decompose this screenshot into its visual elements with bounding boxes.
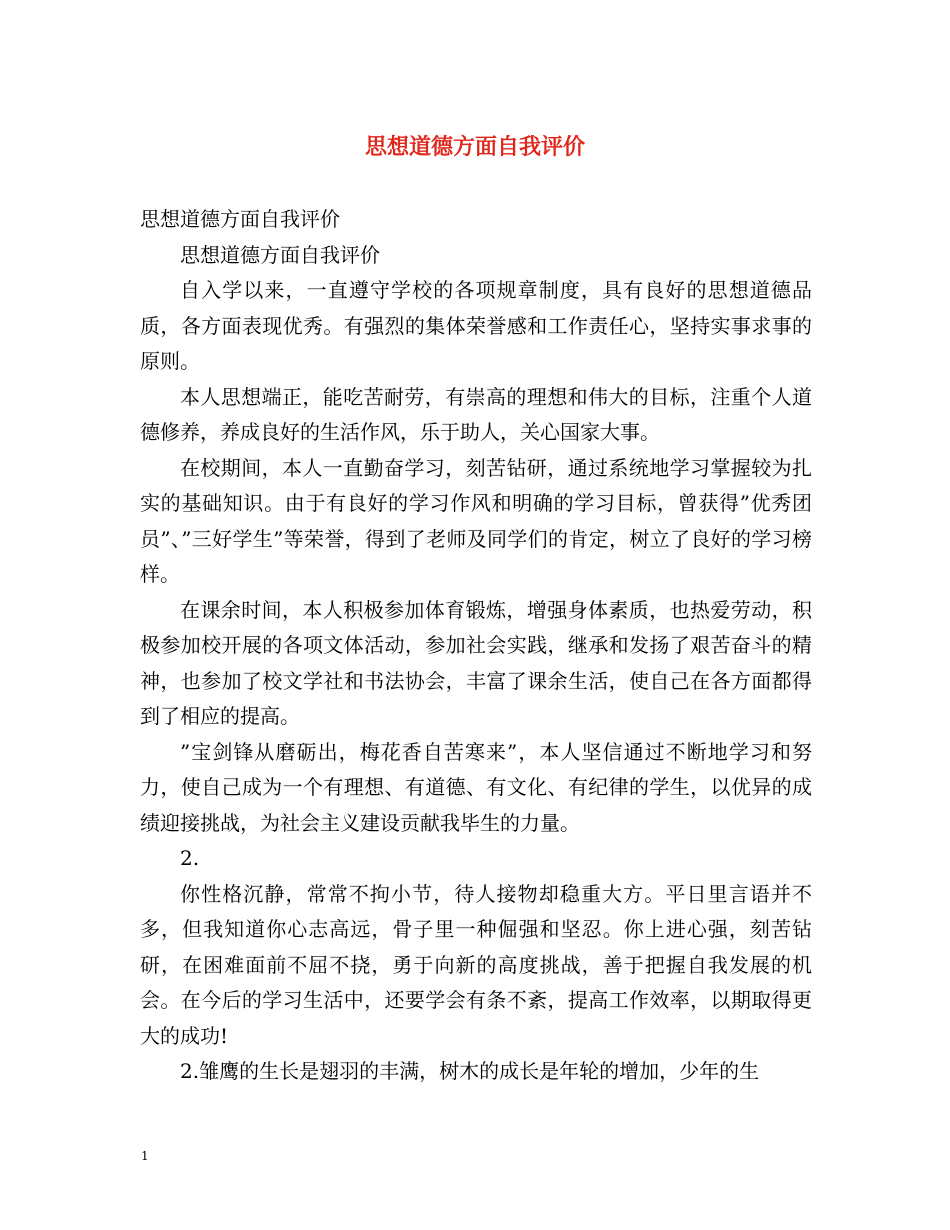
paragraph-5: ”宝剑锋从磨砺出，梅花香自苦寒来”，本人坚信通过不断地学习和努力，使自己成为一个有理想、有道德、有文化、有纪律的学生，以优异的成绩迎接挑战，为社会主义建设贡献我毕生的力量。 (140, 739, 812, 835)
paragraph-3: 在校期间，本人一直勤奋学习，刻苦钻研，通过系统地学习掌握较为扎实的基础知识。由于有良好的学习作风和明确的学习目标，曾获得”优秀团员”、”三好学生”等荣誉，得到了老师及同学们的肯定，树立了良好的学习榜样。 (140, 455, 812, 586)
document-body (140, 202, 812, 1090)
paragraph-1: 自入学以来，一直遵守学校的各项规章制度，具有良好的思想道德品质，各方面表现优秀。有强烈的集体荣誉感和工作责任心，坚持实事求事的原则。 (140, 278, 812, 373)
page-number: 1 (141, 1149, 149, 1163)
document-title: 思想道德方面自我评价 (364, 134, 585, 160)
paragraph-8: 2.雏鹰的生长是翅羽的丰满，树木的成长是年轮的增加，少年的生 (180, 1059, 760, 1083)
heading-line: 思想道德方面自我评价 (140, 207, 340, 231)
paragraph-2: 本人思想端正，能吃苦耐劳，有崇高的理想和伟大的目标，注重个人道德修养，养成良好的生活作风，乐于助人，关心国家大事。 (140, 384, 812, 444)
paragraph-6: 2. (180, 846, 200, 870)
subheading-line: 思想道德方面自我评价 (180, 242, 380, 267)
paragraph-7: 你性格沉静，常常不拘小节，待人接物却稳重大方。平日里言语并不多，但我知道你心志高远，骨子里一种倔强和坚忍。你上进心强，刻苦钻研，在困难面前不屈不挠，勇于向新的高度挑战，善于把握自我发展的机会。在今后的学习生活中，还要学会有条不紊，提高工作效率，以期取得更大的成功! (140, 881, 812, 1048)
paragraph-4: 在课余时间，本人积极参加体育锻炼，增强身体素质，也热爱劳动，积极参加校开展的各项文体活动，参加社会实践，继承和发扬了艰苦奋斗的精神，也参加了校文学社和书法协会，丰富了课余生活，使自己在各方面都得到了相应的提高。 (140, 597, 812, 728)
